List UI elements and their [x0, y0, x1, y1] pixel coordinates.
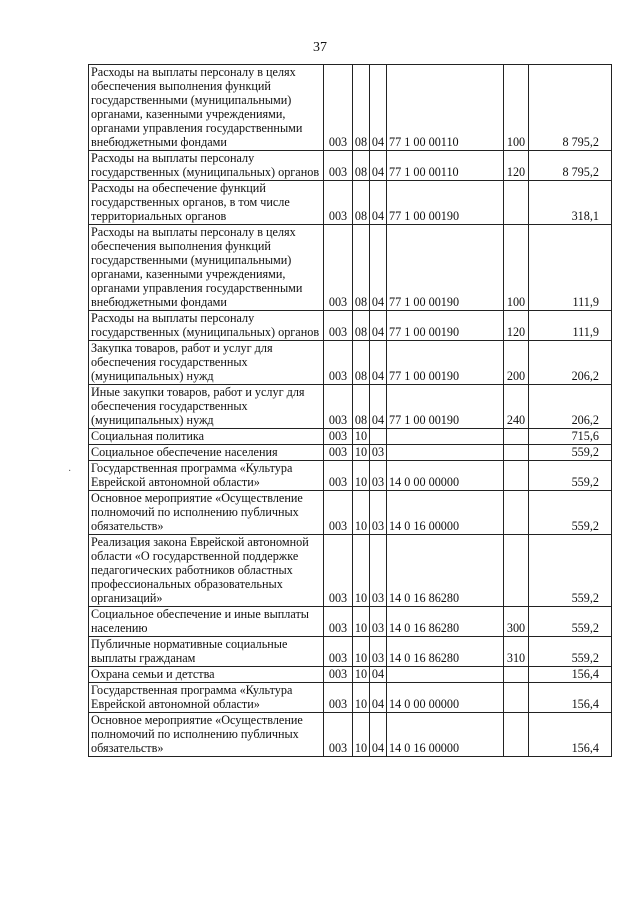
table-row — [89, 429, 612, 445]
expense-name-cell: Государственная программа «Культура Еврейской автономной области» — [89, 683, 324, 713]
amount-cell: 559,2 — [529, 445, 612, 461]
amount-cell: 318,1 — [529, 181, 612, 225]
table-row — [89, 683, 612, 713]
amount-cell: 111,9 — [529, 225, 612, 311]
budget-table-body — [89, 65, 612, 757]
subsection-code-cell: 04 — [370, 683, 387, 713]
expense-type-code-cell — [504, 461, 529, 491]
expense-type-code-cell: 120 — [504, 311, 529, 341]
expense-type-code-cell: 120 — [504, 151, 529, 181]
expense-name-cell: Расходы на выплаты персоналу государственных (муниципальных) органов — [89, 311, 324, 341]
admin-code-cell: 003 — [324, 667, 353, 683]
table-row — [89, 181, 612, 225]
expense-type-code-cell — [504, 667, 529, 683]
admin-code-cell: 003 — [324, 607, 353, 637]
section-code-cell: 08 — [353, 225, 370, 311]
section-code-cell: 10 — [353, 461, 370, 491]
expense-type-code-cell — [504, 535, 529, 607]
admin-code-cell: 003 — [324, 385, 353, 429]
amount-cell: 8 795,2 — [529, 65, 612, 151]
subsection-code-cell: 04 — [370, 151, 387, 181]
expense-name-cell: Расходы на выплаты персоналу в целях обеспечения выполнения функций государственными (муниципальными) органами, казенными учреждениями, органами управления государственными внебюджетными фондами — [89, 225, 324, 311]
target-article-code-cell: 77 1 00 00190 — [387, 225, 504, 311]
expense-name-cell: Охрана семьи и детства — [89, 667, 324, 683]
admin-code-cell: 003 — [324, 445, 353, 461]
target-article-code-cell: 14 0 00 00000 — [387, 683, 504, 713]
expense-name-cell: Публичные нормативные социальные выплаты гражданам — [89, 637, 324, 667]
target-article-code-cell: 14 0 16 86280 — [387, 637, 504, 667]
admin-code-cell: 003 — [324, 713, 353, 757]
subsection-code-cell: 04 — [370, 713, 387, 757]
expense-type-code-cell: 310 — [504, 637, 529, 667]
expense-name-cell: Социальная политика — [89, 429, 324, 445]
subsection-code-cell: 04 — [370, 225, 387, 311]
section-code-cell: 10 — [353, 535, 370, 607]
subsection-code-cell: 04 — [370, 341, 387, 385]
section-code-cell: 08 — [353, 65, 370, 151]
table-row — [89, 225, 612, 311]
table-row — [89, 667, 612, 683]
table-row — [89, 385, 612, 429]
admin-code-cell: 003 — [324, 311, 353, 341]
admin-code-cell: 003 — [324, 535, 353, 607]
amount-cell: 8 795,2 — [529, 151, 612, 181]
expense-name-cell: Реализация закона Еврейской автономной области «О государственной поддержке педагогических работников областных профессиональных образовательных организаций» — [89, 535, 324, 607]
scan-speck: · — [68, 466, 72, 477]
expense-name-cell: Государственная программа «Культура Еврейской автономной области» — [89, 461, 324, 491]
target-article-code-cell: 14 0 16 86280 — [387, 607, 504, 637]
amount-cell: 206,2 — [529, 385, 612, 429]
section-code-cell: 08 — [353, 385, 370, 429]
target-article-code-cell: 77 1 00 00190 — [387, 181, 504, 225]
subsection-code-cell — [370, 429, 387, 445]
subsection-code-cell: 03 — [370, 461, 387, 491]
expense-type-code-cell — [504, 491, 529, 535]
table-row — [89, 461, 612, 491]
table-row — [89, 341, 612, 385]
target-article-code-cell: 77 1 00 00110 — [387, 65, 504, 151]
target-article-code-cell: 14 0 16 00000 — [387, 491, 504, 535]
expense-type-code-cell — [504, 429, 529, 445]
admin-code-cell: 003 — [324, 151, 353, 181]
section-code-cell: 10 — [353, 637, 370, 667]
amount-cell: 156,4 — [529, 667, 612, 683]
expense-name-cell: Расходы на выплаты персоналу в целях обеспечения выполнения функций государственными (муниципальными) органами, казенными учреждениями, органами управления государственными внебюджетными фондами — [89, 65, 324, 151]
table-row — [89, 713, 612, 757]
expense-type-code-cell: 200 — [504, 341, 529, 385]
amount-cell: 559,2 — [529, 607, 612, 637]
subsection-code-cell: 03 — [370, 637, 387, 667]
table-row — [89, 65, 612, 151]
target-article-code-cell — [387, 429, 504, 445]
admin-code-cell: 003 — [324, 637, 353, 667]
admin-code-cell: 003 — [324, 491, 353, 535]
section-code-cell: 10 — [353, 491, 370, 535]
subsection-code-cell: 04 — [370, 667, 387, 683]
subsection-code-cell: 04 — [370, 65, 387, 151]
admin-code-cell: 003 — [324, 683, 353, 713]
target-article-code-cell: 14 0 00 00000 — [387, 461, 504, 491]
subsection-code-cell: 03 — [370, 535, 387, 607]
admin-code-cell: 003 — [324, 341, 353, 385]
expense-type-code-cell: 100 — [504, 225, 529, 311]
admin-code-cell: 003 — [324, 65, 353, 151]
target-article-code-cell: 77 1 00 00110 — [387, 151, 504, 181]
section-code-cell: 10 — [353, 445, 370, 461]
section-code-cell: 10 — [353, 429, 370, 445]
admin-code-cell: 003 — [324, 181, 353, 225]
section-code-cell: 08 — [353, 311, 370, 341]
expense-name-cell: Основное мероприятие «Осуществление полномочий по исполнению публичных обязательств» — [89, 713, 324, 757]
page-number: 37 — [313, 40, 327, 55]
target-article-code-cell: 77 1 00 00190 — [387, 311, 504, 341]
expense-name-cell: Иные закупки товаров, работ и услуг для обеспечения государственных (муниципальных) нужд — [89, 385, 324, 429]
subsection-code-cell: 03 — [370, 491, 387, 535]
table-row — [89, 607, 612, 637]
expense-type-code-cell — [504, 713, 529, 757]
section-code-cell: 08 — [353, 151, 370, 181]
target-article-code-cell — [387, 445, 504, 461]
expense-type-code-cell — [504, 683, 529, 713]
table-row — [89, 535, 612, 607]
section-code-cell: 10 — [353, 667, 370, 683]
section-code-cell: 10 — [353, 683, 370, 713]
expense-type-code-cell — [504, 181, 529, 225]
expense-name-cell: Расходы на выплаты персоналу государственных (муниципальных) органов — [89, 151, 324, 181]
target-article-code-cell: 14 0 16 00000 — [387, 713, 504, 757]
target-article-code-cell: 77 1 00 00190 — [387, 385, 504, 429]
section-code-cell: 10 — [353, 607, 370, 637]
amount-cell: 206,2 — [529, 341, 612, 385]
subsection-code-cell: 03 — [370, 445, 387, 461]
expense-type-code-cell: 300 — [504, 607, 529, 637]
amount-cell: 156,4 — [529, 713, 612, 757]
section-code-cell: 10 — [353, 713, 370, 757]
table-row — [89, 491, 612, 535]
expense-name-cell: Закупка товаров, работ и услуг для обеспечения государственных (муниципальных) нужд — [89, 341, 324, 385]
expense-type-code-cell — [504, 445, 529, 461]
table-row — [89, 151, 612, 181]
budget-table — [88, 64, 612, 757]
subsection-code-cell: 04 — [370, 311, 387, 341]
admin-code-cell: 003 — [324, 429, 353, 445]
target-article-code-cell: 77 1 00 00190 — [387, 341, 504, 385]
section-code-cell: 08 — [353, 181, 370, 225]
amount-cell: 559,2 — [529, 637, 612, 667]
expense-name-cell: Социальное обеспечение населения — [89, 445, 324, 461]
expense-name-cell: Расходы на обеспечение функций государственных органов, в том числе территориальных органов — [89, 181, 324, 225]
section-code-cell: 08 — [353, 341, 370, 385]
target-article-code-cell: 14 0 16 86280 — [387, 535, 504, 607]
expense-name-cell: Основное мероприятие «Осуществление полномочий по исполнению публичных обязательств» — [89, 491, 324, 535]
target-article-code-cell — [387, 667, 504, 683]
subsection-code-cell: 04 — [370, 385, 387, 429]
amount-cell: 111,9 — [529, 311, 612, 341]
table-row — [89, 445, 612, 461]
admin-code-cell: 003 — [324, 461, 353, 491]
expense-type-code-cell: 240 — [504, 385, 529, 429]
amount-cell: 559,2 — [529, 535, 612, 607]
subsection-code-cell: 03 — [370, 607, 387, 637]
expense-type-code-cell: 100 — [504, 65, 529, 151]
expense-name-cell: Социальное обеспечение и иные выплаты населению — [89, 607, 324, 637]
table-row — [89, 637, 612, 667]
amount-cell: 559,2 — [529, 491, 612, 535]
admin-code-cell: 003 — [324, 225, 353, 311]
amount-cell: 559,2 — [529, 461, 612, 491]
amount-cell: 156,4 — [529, 683, 612, 713]
table-row — [89, 311, 612, 341]
subsection-code-cell: 04 — [370, 181, 387, 225]
amount-cell: 715,6 — [529, 429, 612, 445]
